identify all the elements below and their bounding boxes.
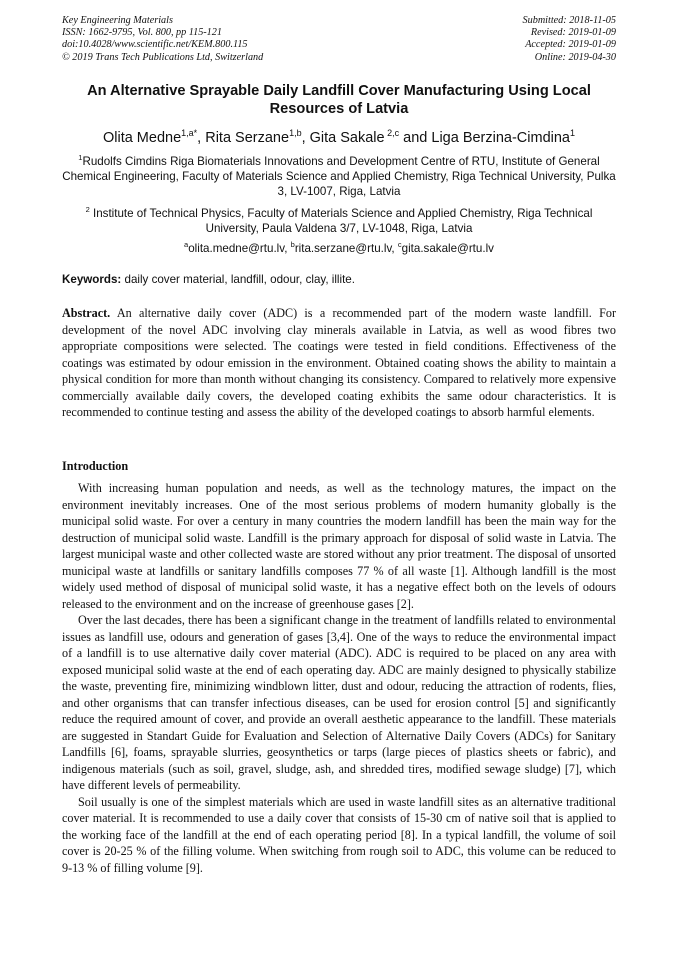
author-sup: 2,c bbox=[384, 128, 400, 138]
abstract-text: An alternative daily cover (ADC) is a recommended part of the modern waste landfill. For development of the novel ADC involving clay minerals available in Latvia, as well as wood fibres two appropriate compositions were selected. The coatings were tested in field conditions. Effectiveness of the coatings was estimated by odour emission in the environment. Obtained coating shows the ability to maintain a physical condition for more than month without changing its consistency. Compared to relatively more expensive commercially available daily covers, the developed coating exhibits the same odour characteristics. It is recommended to continue testing and assess the ability of the developed coatings to absorb harmful elements. bbox=[62, 306, 616, 420]
copyright-line: © 2019 Trans Tech Publications Ltd, Switzerland bbox=[62, 51, 264, 63]
email-link[interactable]: rita.serzane@rtu.lv, bbox=[294, 241, 398, 255]
author-sup: 1,a* bbox=[181, 128, 198, 138]
journal-name: Key Engineering Materials bbox=[62, 15, 173, 26]
abstract-label: Abstract. bbox=[62, 306, 111, 320]
affiliation-1: $^1$Rudolfs Cimdins Riga Biomaterials Innovations and Development Centre of RTU, Institute of General Chemical Engineering, Faculty of Materials Science and Applied Chemistry, Riga Technical University, Pulka 3, LV-1007, Riga, Latvia bbox=[62, 153, 616, 198]
author-name: Olita Medne bbox=[102, 129, 182, 146]
email-link[interactable]: olita.medne@rtu.lv, bbox=[188, 241, 291, 255]
doi-line: doi:10.4028/www.scientific.net/KEM.800.115 bbox=[62, 39, 248, 51]
author-emails: $^a$olita.medne@rtu.lv, $^b$rita.serzane@rtu.lv, $^c$gita.sakale@rtu.lv bbox=[184, 240, 494, 255]
author-name: Liga Berzina-Cimdina bbox=[431, 129, 570, 146]
paragraph: Soil usually is one of the simplest materials which are used in waste landfill sites as an alternative traditional cover material. It is recommended to use a daily cover that consists of 15-30 cm of native soil that is applied to the working face of the landfill at the end of each operating period [8]. In a typical landfill, the volume of soil cover is 20-25 % of the filling volume. When switching from rough soil to ADC, this volume can be reduced to 9-13 % of filling volume [9]. bbox=[62, 794, 616, 875]
keywords bbox=[62, 273, 616, 286]
submission-dates bbox=[523, 15, 616, 64]
keywords-label: Keywords: bbox=[62, 273, 122, 286]
introduction-body bbox=[62, 480, 616, 876]
keywords-text: daily cover material, landfill, odour, clay, illite. bbox=[121, 273, 355, 286]
author-sup: 1 bbox=[570, 128, 576, 138]
author-sup: 1,b bbox=[289, 128, 302, 138]
journal-header bbox=[62, 15, 616, 64]
author-list: Olita Medne$^{1,a*}$, Rita Serzane$^{1,b}$, Gita Sakale $^{2,c}$ and Liga Berzina-Cimdina$^1$ bbox=[102, 128, 576, 146]
paragraph: With increasing human population and needs, as well as the technology matures, the impact on the environment inevitably increases. One of the most serious problems of modern humanity globally is the municipal solid waste. For over a century in many countries the modern landfill has been the main way for the destruction of municipal solid waste. Landfill is the primary approach for disposal of solid waste in Latvia. The largest municipal waste and other collected waste are stored without any prior treatment. The disposal of unsorted municipal waste at landfills or sanitary landfills composes 77 % of all waste [1]. Although landfill is the most widely used method of disposal of municipal solid waste, it has a negative effect both on the levels of odours released to the environment and on the increase of greenhouse gases [2]. bbox=[62, 481, 616, 611]
issn-line: ISSN: 1662-9795, Vol. 800, pp 115-121 bbox=[62, 27, 222, 39]
author-name: Rita Serzane bbox=[205, 129, 290, 146]
email-link[interactable]: gita.sakale@rtu.lv bbox=[401, 241, 494, 255]
section-heading-introduction: Introduction bbox=[62, 459, 129, 473]
submitted-date: Submitted: 2018-11-05 bbox=[522, 15, 616, 26]
online-date: Online: 2019-04-30 bbox=[534, 51, 616, 63]
abstract bbox=[62, 305, 616, 421]
journal-info bbox=[62, 15, 263, 64]
revised-date: Revised: 2019-01-09 bbox=[530, 27, 616, 39]
author-name: Gita Sakale bbox=[309, 129, 385, 146]
accepted-date: Accepted: 2019-01-09 bbox=[525, 39, 616, 51]
paper-title: An Alternative Sprayable Daily Landfill Cover Manufacturing Using Local Resources of Latvia bbox=[87, 83, 591, 117]
paragraph: Over the last decades, there has been a significant change in the treatment of landfills related to environmental issues as landfill use, odours and generation of gases [3,4]. One of the ways to reduce the environmental impact of a landfill is to use alternative daily cover material (ADC). ADC is required to be placed on any area with exposed municipal solid waste at the end of each operating day. ADC are mainly designed to physically stabilize the waste, preventing fire, minimizing windblown litter, dust and odour, reducing the attraction of rodents, flies, and other organisms that can transfer infectious diseases, can be used for erosion control [5] and significantly reduce the required amount of cover, and provide an overall aesthetic appearance to the landfill. These materials are suggested in Standart Guide for Evaluation and Selection of Alternative Daily Covers (ADCs) for Sanitary Landfills [6], foams, sprayable slurries, geosynthetics or tarps (large pieces of plastics sheets or fabric), and indigenous materials (such as soil, gravel, sludge, ash, and shredded tires, modified sewage sludge) [7], which have different levels of permeability. bbox=[62, 613, 616, 792]
affiliation-2: $^2$ Institute of Technical Physics, Faculty of Materials Science and Applied Chemistry, Riga Technical University, Paula Valdena 3/7, LV-1048, Riga, Latvia bbox=[85, 205, 593, 235]
